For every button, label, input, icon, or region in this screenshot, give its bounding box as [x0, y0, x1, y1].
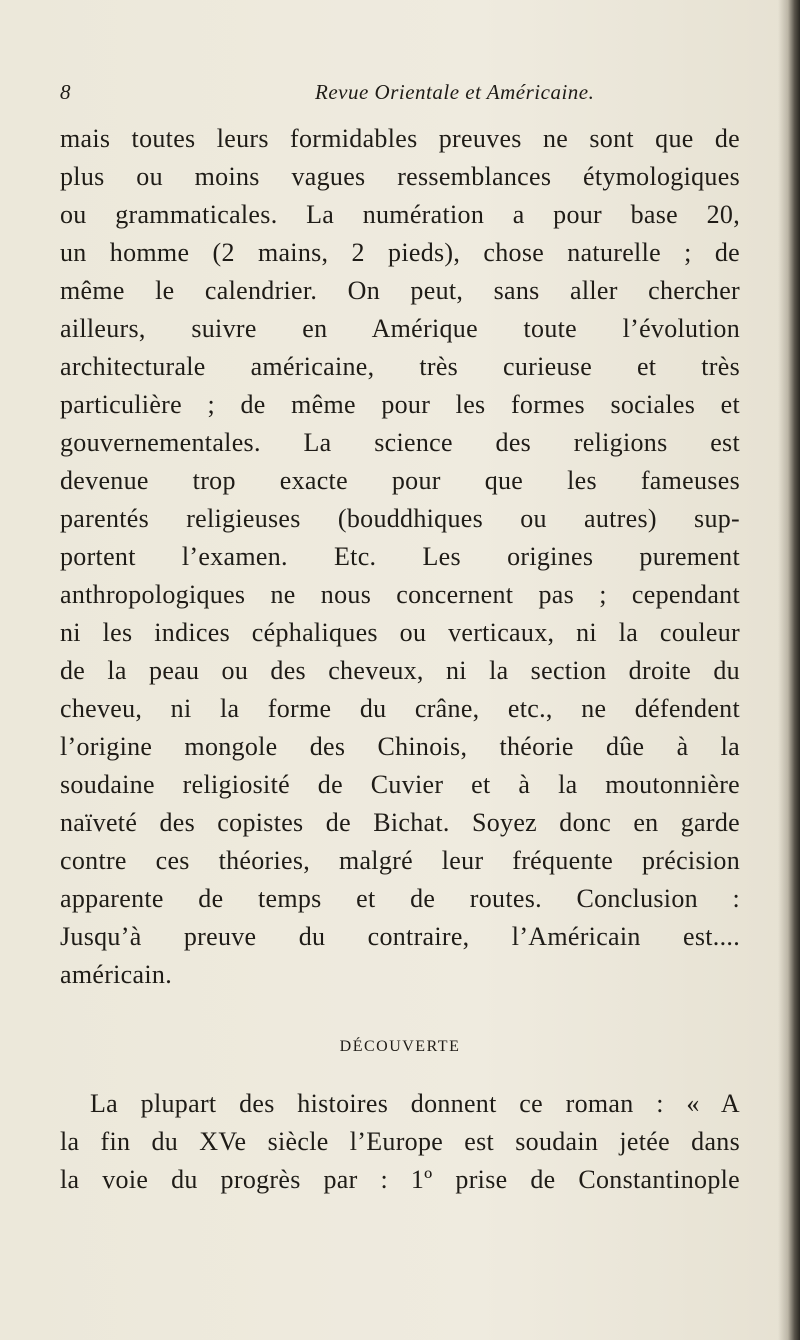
section-heading: DÉCOUVERTE — [339, 1038, 461, 1055]
text-line: apparente de temps et de routes. Conclusion : — [60, 884, 740, 913]
page-edge-shadow — [778, 0, 800, 1340]
text-line: ni les indices céphaliques ou verticaux, ni la couleur — [60, 618, 740, 647]
text-line: gouvernementales. La science des religions est — [60, 428, 740, 457]
text-line: la fin du XVe siècle l’Europe est soudain jetée dans — [60, 1127, 740, 1156]
text-line: parentés religieuses (bouddhiques ou autres) sup- — [60, 504, 740, 533]
page-number: 8 — [60, 80, 71, 104]
text-line: la voie du progrès par : 1º prise de Constantinople — [60, 1165, 740, 1194]
text-line: américain. — [60, 960, 172, 989]
text-line: de la peau ou des cheveux, ni la section droite du — [60, 656, 740, 685]
text-line: ou grammaticales. La numération a pour base 20, — [60, 200, 740, 229]
text-line: anthropologiques ne nous concernent pas ; cependant — [60, 580, 740, 609]
text-line: contre ces théories, malgré leur fréquente précision — [60, 846, 740, 875]
text-line: particulière ; de même pour les formes sociales et — [60, 390, 740, 419]
text-line: portent l’examen. Etc. Les origines purement — [60, 542, 740, 571]
text-line: l’origine mongole des Chinois, théorie dûe à la — [60, 732, 740, 761]
text-line: La plupart des histoires donnent ce roman : « A — [90, 1089, 740, 1118]
text-line: cheveu, ni la forme du crâne, etc., ne défendent — [60, 694, 740, 723]
text-line: mais toutes leurs formidables preuves ne sont que de — [60, 124, 740, 153]
main-paragraph — [60, 120, 740, 994]
running-head — [60, 80, 740, 110]
text-line: naïveté des copistes de Bichat. Soyez donc en garde — [60, 808, 740, 837]
text-line: devenue trop exacte pour que les fameuses — [60, 466, 740, 495]
text-line: Jusqu’à preuve du contraire, l’Américain est.... — [60, 922, 740, 951]
text-line: plus ou moins vagues ressemblances étymologiques — [60, 162, 740, 191]
text-line: même le calendrier. On peut, sans aller chercher — [60, 276, 740, 305]
journal-title: Revue Orientale et Américaine. — [315, 80, 595, 104]
text-line: un homme (2 mains, 2 pieds), chose naturelle ; de — [60, 238, 740, 267]
section-paragraph — [60, 1085, 740, 1199]
text-line: architecturale américaine, très curieuse et très — [60, 352, 740, 381]
text-line: ailleurs, suivre en Amérique toute l’évolution — [60, 314, 740, 343]
text-line: soudaine religiosité de Cuvier et à la moutonnière — [60, 770, 740, 799]
